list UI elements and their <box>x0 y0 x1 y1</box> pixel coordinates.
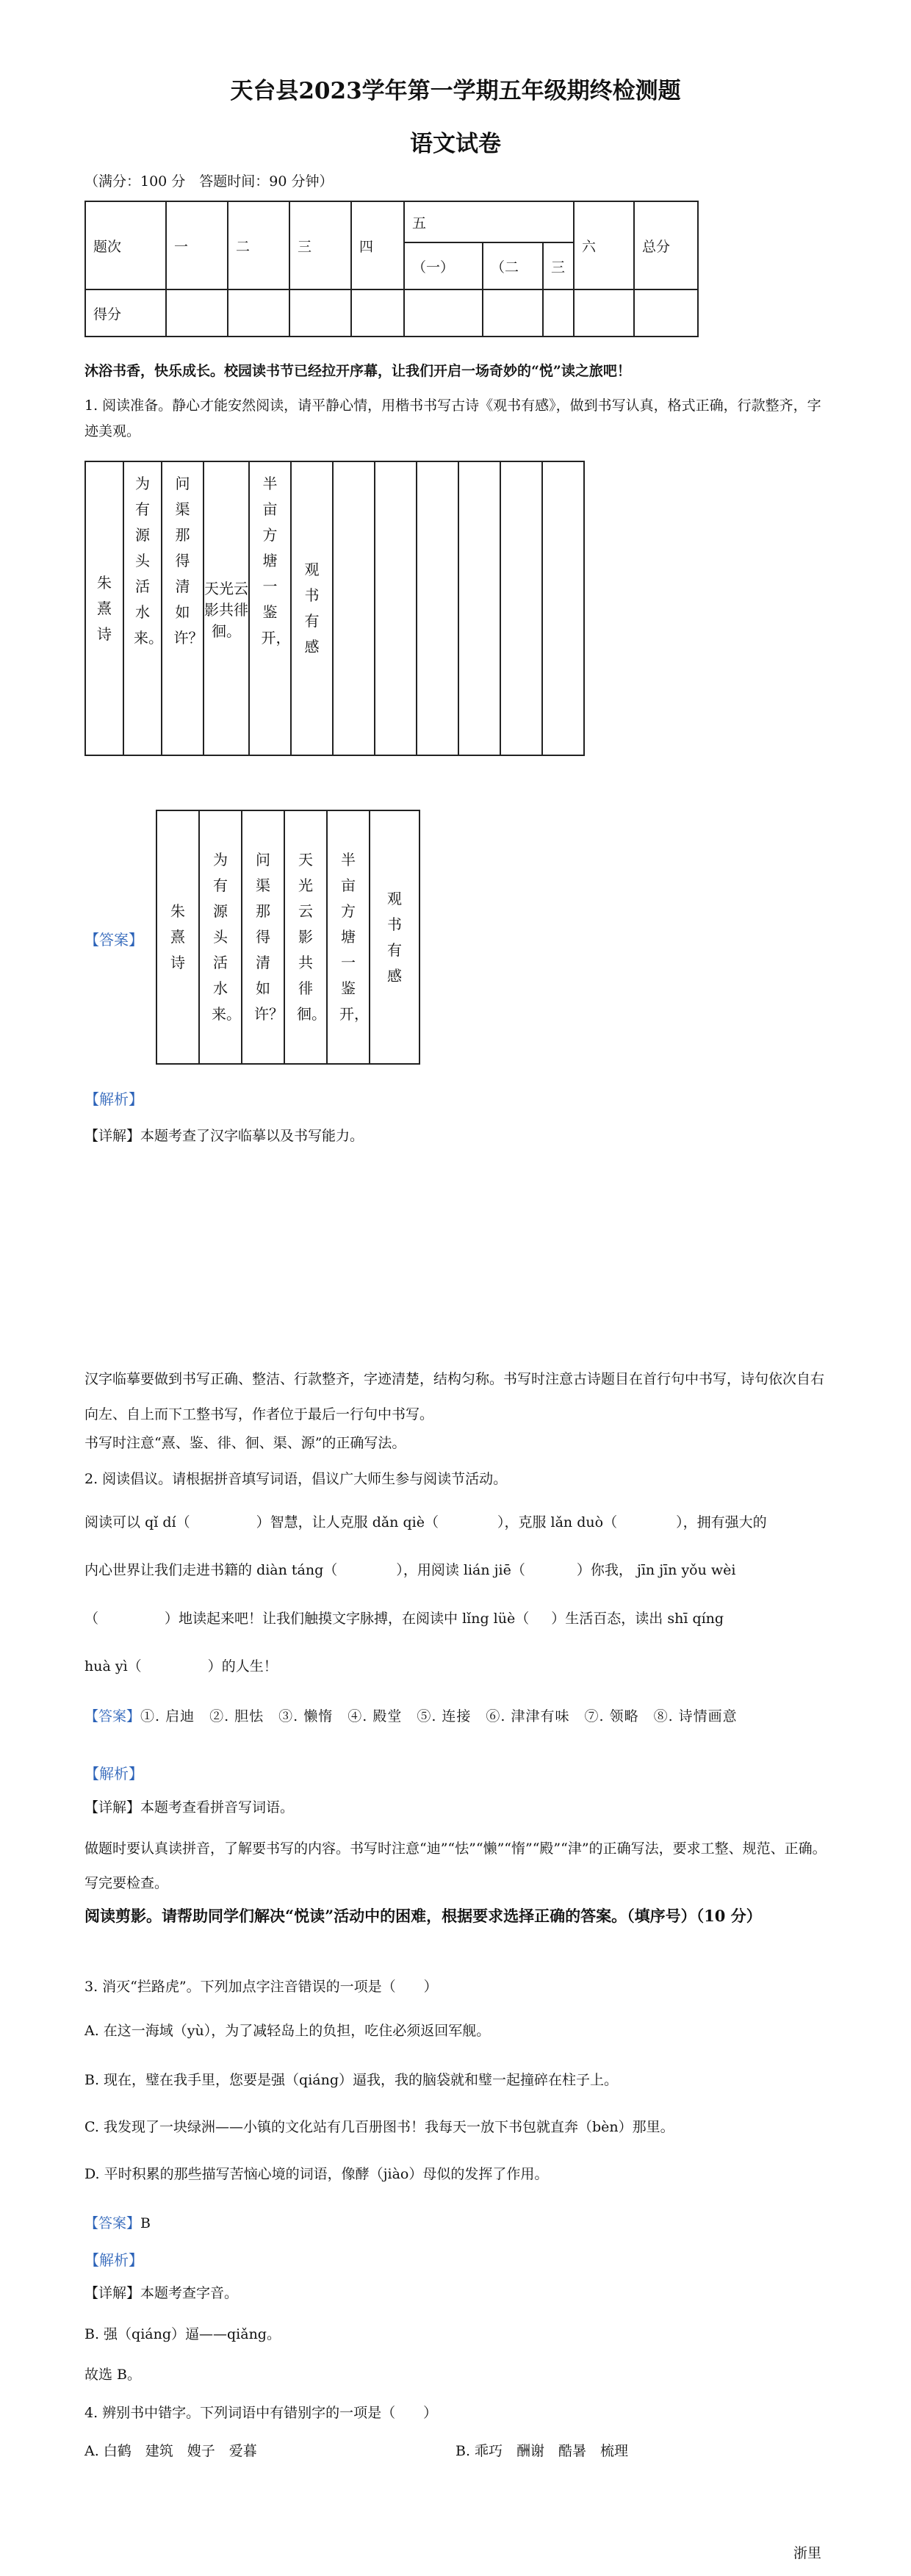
intro-text: 沐浴书香，快乐成长。校园读书节已经拉开序幕，让我们开启一场奇妙的“悦”读之旅吧！ <box>84 363 631 379</box>
passage-text: 内心世界让我们走进书籍的 <box>84 1562 253 1578</box>
pinyin-prompt: shī qíng <box>667 1611 724 1627</box>
score-table-subheader: 三 <box>543 242 574 289</box>
score-table-header: 四 <box>351 201 404 289</box>
option-b: B. 乖巧 酬谢 酷暑 梳理 <box>455 2443 629 2459</box>
explanation-text: B. 强（qiáng）逼——qiǎng。 <box>84 2326 281 2342</box>
grid-empty-col <box>417 461 458 755</box>
pinyin-line-2: 内心世界让我们走进书籍的 diàn táng（ ），用阅读 lián jiē（ ）你我， jīn jīn yǒu wèi <box>84 1562 736 1578</box>
answer-col-line: 半亩方塘一鉴开， <box>339 851 369 1023</box>
score-table-header: 三 <box>289 201 351 289</box>
question-4-text: 4. 辨别书中错字。下列词语中有错别字的一项是（ ） <box>84 2405 438 2421</box>
exam-title: 天台县2023学年第一学期五年级期终检测题 <box>230 78 681 104</box>
answer-col-line: 问渠那得清如许？ <box>254 851 284 1023</box>
explanation-paragraph: 做题时要认真读拼音，了解要书写的内容。书写时注意“迪”“怯”“懒”“惰”“殿”“津”的正确写法，要求工整、规范、正确。写完要检查。 <box>84 1841 827 1891</box>
answer-text: ①. 启迪 ②. 胆怯 ③. 懒惰 ④. 殿堂 ⑤. 连接 ⑥. 津津有味 ⑦. 领略 ⑧. 诗情画意 <box>140 1708 738 1724</box>
grid-col-author: 朱熹诗 <box>97 573 112 643</box>
score-table-header: 题次 <box>85 201 166 289</box>
answer-label: 【答案】 <box>84 2215 141 2231</box>
conclusion-text: 故选 B。 <box>84 2367 142 2383</box>
analysis-label: 【解析】 <box>84 1765 143 1782</box>
detail-text: 【详解】本题考查看拼音写词语。 <box>84 1799 295 1816</box>
explanation-paragraph: 汉字临摹要做到书写正确、整洁、行款整齐，字迹清楚，结构匀称。书写时注意古诗题目在首行句中书写，诗句依次自右向左、自上而下工整书写，作者位于最后一行句中书写。 <box>84 1371 825 1422</box>
grid-empty-col <box>500 461 542 755</box>
answer-label: 【答案】 <box>84 931 143 949</box>
score-table-header: 一 <box>166 201 228 289</box>
option-c: C. 我发现了一块绿洲——小镇的文化站有几百册图书！我每天一放下书包就直奔（bèn）那里。 <box>84 2119 674 2135</box>
pinyin-prompt: jīn jīn yǒu wèi <box>636 1562 736 1578</box>
answer-col-line: 天光云影共徘徊。 <box>297 851 326 1023</box>
answer-block <box>84 2213 834 2234</box>
pinyin-prompt: huà yì <box>84 1658 128 1674</box>
footer-mark: 浙里 <box>793 2545 822 2561</box>
answer-grid <box>156 810 420 1065</box>
section-heading: 阅读剪影。请帮助同学们解决“悦读”活动中的困难，根据要求选择正确的答案。（填序号）（10 分） <box>84 1907 762 1925</box>
pinyin-prompt: lián jiē <box>463 1562 511 1578</box>
passage-text: ，克服 <box>504 1514 547 1530</box>
detail-text: 【详解】本题考查了汉字临摹以及书写能力。 <box>84 1128 364 1144</box>
option-a: A. 白鹤 建筑 嫂子 爱暮 <box>84 2443 257 2459</box>
score-table-subheader: （二 <box>483 242 543 289</box>
passage-text: 地读起来吧！让我们触摸文字脉搏，在阅读中 <box>179 1611 458 1627</box>
score-cell <box>543 289 574 337</box>
pinyin-prompt: qǐ dí <box>145 1514 176 1530</box>
passage-text: ，用阅读 <box>403 1562 459 1578</box>
passage-text: 阅读可以 <box>84 1514 141 1530</box>
pinyin-line-1: 阅读可以 qǐ dí（ ）智慧，让人克服 dǎn qiè（ ），克服 lǎn duò（ ），拥有强大的 <box>84 1514 767 1530</box>
answer-col-author: 朱熹诗 <box>170 902 185 971</box>
grid-col-line: 半亩方塘一鉴开， <box>261 475 291 647</box>
score-cell <box>483 289 543 337</box>
analysis-label: 【解析】 <box>84 1090 143 1108</box>
score-cell <box>351 289 404 337</box>
passage-text: 智慧，让人克服 <box>270 1514 368 1530</box>
grid-col-line: 问渠那得清如许？ <box>173 475 204 647</box>
score-cell <box>404 289 483 337</box>
passage-text: 生活百态，读出 <box>565 1611 663 1627</box>
question-1-text: 1. 阅读准备。静心才能安然阅读，请平静心情，用楷书书写古诗《观书有感》，做到书写认真，格式正确，行款整齐，字迹美观。 <box>84 397 821 439</box>
grid-empty-col <box>542 461 584 755</box>
score-cell <box>574 289 634 337</box>
explanation-paragraph: 书写时注意“熹、鉴、徘、徊、渠、源”的正确写法。 <box>84 1435 406 1451</box>
question-2-text: 2. 阅读倡议。请根据拼音填写词语，倡议广大师生参与阅读节活动。 <box>84 1471 508 1487</box>
option-b: B. 现在，璧在我手里，您要是强（qiáng）逼我，我的脑袋就和璧一起撞碎在柱子上。 <box>84 2072 619 2088</box>
passage-text: 的人生！ <box>221 1658 278 1674</box>
grid-col-line: 为有源头活水来。 <box>134 475 163 647</box>
score-cell <box>228 289 289 337</box>
score-cell <box>289 289 351 337</box>
grid-col-line: 天光云影共徘徊。 <box>204 579 248 640</box>
passage-text: ，拥有强大的 <box>683 1514 767 1530</box>
score-table-header: 二 <box>228 201 289 289</box>
answer-label: 【答案】 <box>84 1708 141 1724</box>
question-3-text: 3. 消灭“拦路虎”。下列加点字注音错误的一项是（ ） <box>84 1979 438 1995</box>
answer-text: B <box>140 2215 151 2231</box>
pinyin-line-3: （ ）地读起来吧！让我们触摸文字脉搏，在阅读中 lǐng lüè（ ）生活百态，读出 shī qíng <box>84 1611 724 1627</box>
score-table-row-label: 得分 <box>85 289 166 337</box>
score-cell <box>634 289 698 337</box>
grid-empty-col <box>458 461 500 755</box>
exam-subtitle: 语文试卷 <box>410 131 501 157</box>
grid-col-title: 观书有感 <box>304 561 320 655</box>
option-a: A. 在这一海域（yù），为了减轻岛上的负担，吃住必须返回军舰。 <box>84 2023 491 2039</box>
score-cell <box>166 289 228 337</box>
pinyin-prompt: lǎn duò <box>550 1514 604 1530</box>
grid-empty-col <box>375 461 417 755</box>
writing-grid <box>84 461 585 756</box>
pinyin-line-4: huà yì（ ）的人生！ <box>84 1658 278 1674</box>
option-d: D. 平时积累的那些描写苦恼心境的词语，像酵（jiào）母似的发挥了作用。 <box>84 2166 549 2182</box>
score-table-header: 六 <box>574 201 634 289</box>
pinyin-prompt: diàn táng <box>256 1562 324 1578</box>
score-table-subheader: （一） <box>404 242 483 289</box>
analysis-label: 【解析】 <box>84 2251 143 2269</box>
answer-block <box>84 1698 834 1735</box>
score-table-header: 五 <box>404 201 574 242</box>
score-table <box>84 201 699 337</box>
answer-col-line: 为有源头活水来。 <box>212 851 241 1023</box>
pinyin-prompt: lǐng lüè <box>462 1611 516 1627</box>
passage-text: 你我， <box>590 1562 633 1578</box>
grid-empty-col <box>333 461 375 755</box>
exam-info: （满分：100 分 答题时间：90 分钟） <box>84 173 334 190</box>
answer-col-title: 观书有感 <box>387 889 402 985</box>
score-table-header: 总分 <box>634 201 698 289</box>
pinyin-prompt: dǎn qiè <box>372 1514 425 1530</box>
detail-text: 【详解】本题考查字音。 <box>84 2285 239 2301</box>
